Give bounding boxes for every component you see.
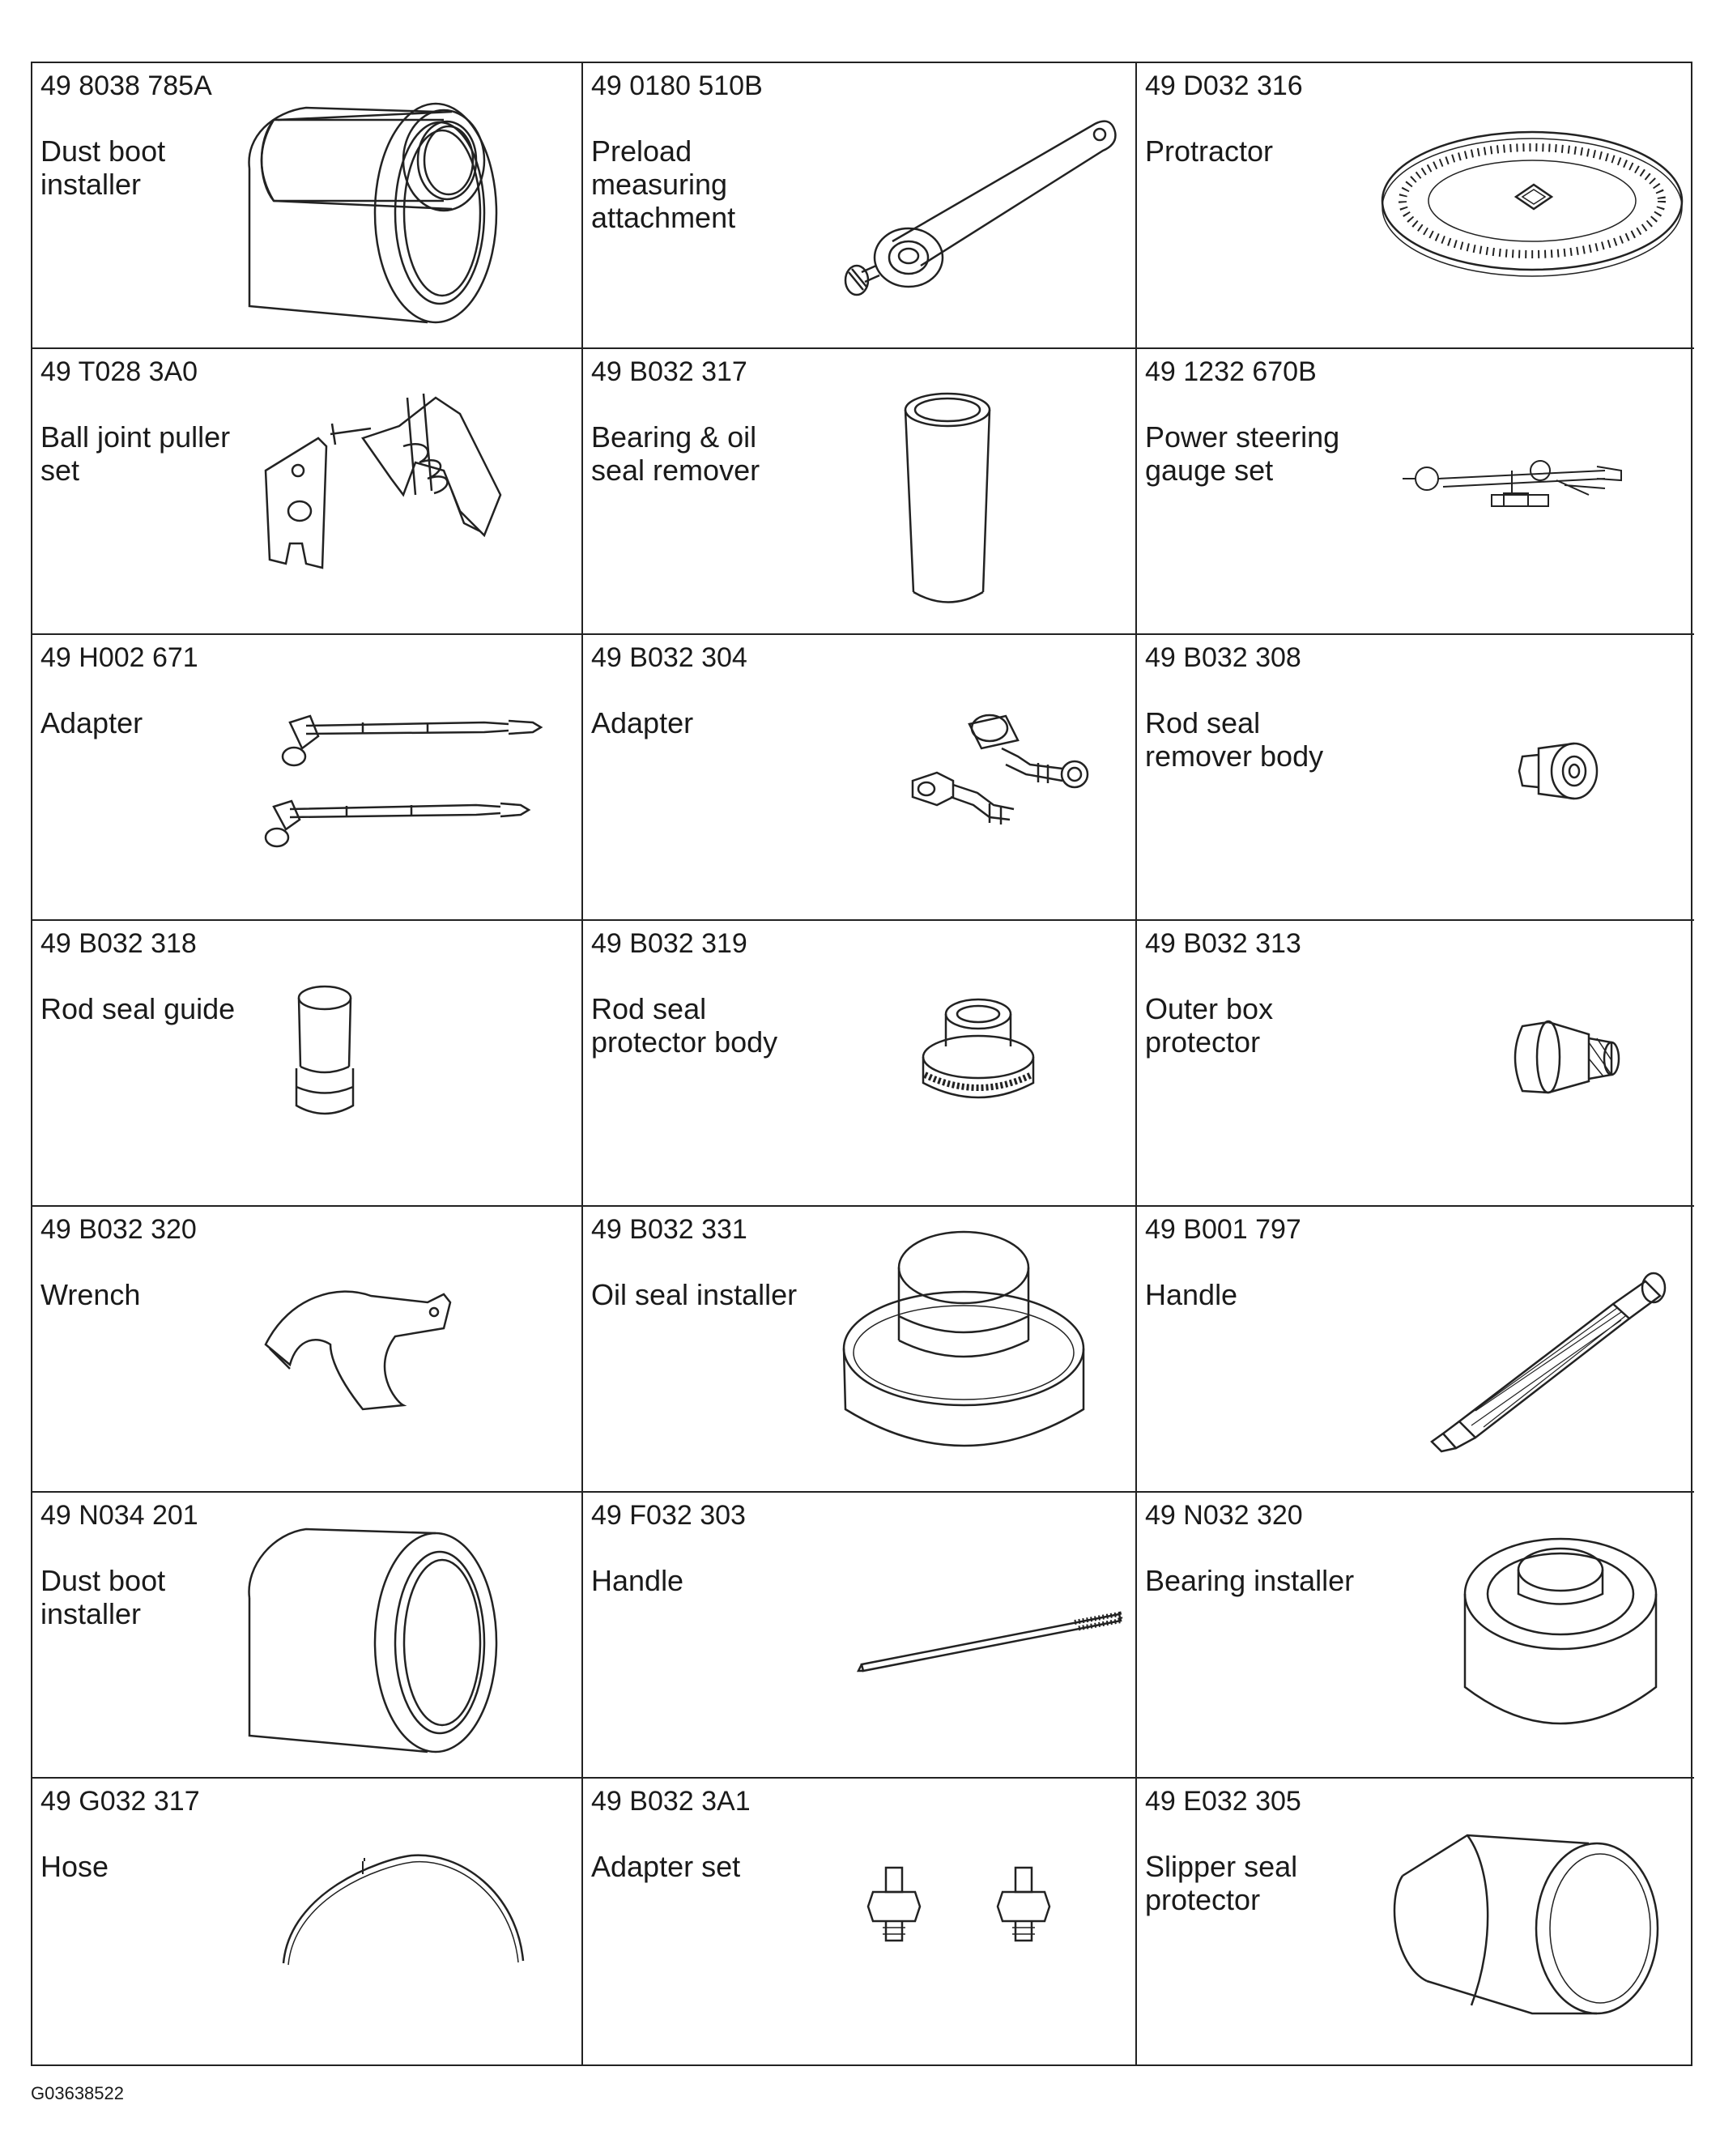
tool-name: Bearing installer bbox=[1145, 1564, 1355, 1597]
tool-cell bbox=[583, 1207, 1137, 1493]
tool-name: Dust boot installer bbox=[40, 134, 166, 201]
tool-part-number: 49 B032 304 bbox=[591, 642, 747, 673]
tool-name: Rod seal remover body bbox=[1145, 706, 1324, 773]
tool-name: Wrench bbox=[40, 1278, 141, 1311]
tool-name: Handle bbox=[1145, 1278, 1238, 1311]
rod-handle-icon bbox=[795, 1493, 1135, 1777]
bearing-oil-seal-remover-icon bbox=[795, 349, 1135, 633]
dust-boot-installer-icon bbox=[241, 63, 581, 347]
rod-seal-guide-icon bbox=[241, 921, 581, 1205]
tool-name: Preload measuring attachment bbox=[591, 134, 736, 234]
tool-cell bbox=[1137, 1207, 1694, 1493]
tool-cell bbox=[1137, 1779, 1694, 2064]
tool-part-number: 49 G032 317 bbox=[40, 1786, 200, 1817]
tool-name: Rod seal protector body bbox=[591, 992, 778, 1059]
tool-name: Ball joint puller set bbox=[40, 420, 231, 487]
tool-part-number: 49 B032 317 bbox=[591, 356, 747, 387]
wrench-icon bbox=[241, 1207, 581, 1491]
oil-seal-installer-icon bbox=[795, 1207, 1135, 1491]
rod-seal-protector-body-icon bbox=[795, 921, 1135, 1205]
tool-cell bbox=[32, 1779, 583, 2064]
tool-cell bbox=[32, 349, 583, 635]
tool-part-number: 49 1232 670B bbox=[1145, 356, 1317, 387]
tool-part-number: 49 B032 313 bbox=[1145, 928, 1301, 959]
tool-cell bbox=[1137, 63, 1694, 349]
tool-cell bbox=[583, 921, 1137, 1207]
tool-cell bbox=[583, 63, 1137, 349]
tool-cell bbox=[1137, 635, 1694, 921]
tool-part-number: 49 B032 318 bbox=[40, 928, 197, 959]
adapter-set-icon bbox=[795, 1779, 1135, 2064]
tool-name: Protractor bbox=[1145, 134, 1274, 168]
special-tools-table bbox=[31, 62, 1692, 2066]
tool-name: Oil seal installer bbox=[591, 1278, 798, 1311]
tool-cell bbox=[32, 921, 583, 1207]
tool-name: Hose bbox=[40, 1850, 109, 1883]
power-steering-gauge-icon bbox=[1354, 349, 1694, 633]
hose-icon bbox=[241, 1779, 581, 2064]
tool-part-number: 49 F032 303 bbox=[591, 1500, 746, 1531]
protractor-icon bbox=[1354, 63, 1694, 347]
outer-box-protector-icon bbox=[1354, 921, 1694, 1205]
tool-cell bbox=[583, 1493, 1137, 1779]
tool-part-number: 49 H002 671 bbox=[40, 642, 198, 673]
tool-name: Rod seal guide bbox=[40, 992, 236, 1025]
hose-adapter-icon bbox=[241, 635, 581, 919]
knurled-handle-icon bbox=[1354, 1207, 1694, 1491]
tool-part-number: 49 8038 785A bbox=[40, 70, 212, 101]
tool-part-number: 49 B032 308 bbox=[1145, 642, 1301, 673]
tool-cell bbox=[1137, 921, 1694, 1207]
tool-part-number: 49 0180 510B bbox=[591, 70, 763, 101]
tool-cell bbox=[32, 1207, 583, 1493]
slipper-seal-protector-icon bbox=[1354, 1779, 1694, 2064]
tool-cell bbox=[32, 63, 583, 349]
ball-joint-puller-icon bbox=[241, 349, 581, 633]
tool-name: Power steering gauge set bbox=[1145, 420, 1340, 487]
tool-part-number: 49 N034 201 bbox=[40, 1500, 198, 1531]
figure-code: G03638522 bbox=[31, 2083, 124, 2103]
rod-seal-remover-body-icon bbox=[1354, 635, 1694, 919]
tool-part-number: 49 N032 320 bbox=[1145, 1500, 1303, 1531]
bearing-installer-icon bbox=[1354, 1493, 1694, 1777]
fitting-adapter-icon bbox=[795, 635, 1135, 919]
tool-cell bbox=[583, 349, 1137, 635]
tool-cell bbox=[1137, 349, 1694, 635]
tool-name: Outer box protector bbox=[1145, 992, 1274, 1059]
tool-part-number: 49 T028 3A0 bbox=[40, 356, 198, 387]
tool-name: Adapter bbox=[591, 706, 694, 739]
tool-part-number: 49 B001 797 bbox=[1145, 1214, 1301, 1245]
tool-cell bbox=[32, 635, 583, 921]
tool-name: Adapter bbox=[40, 706, 143, 739]
tool-cell bbox=[1137, 1493, 1694, 1779]
tool-name: Handle bbox=[591, 1564, 684, 1597]
tool-cell bbox=[583, 635, 1137, 921]
tool-name: Bearing & oil seal remover bbox=[591, 420, 760, 487]
tool-cell bbox=[583, 1779, 1137, 2064]
tool-part-number: 49 B032 319 bbox=[591, 928, 747, 959]
tool-part-number: 49 B032 320 bbox=[40, 1214, 197, 1245]
tool-part-number: 49 D032 316 bbox=[1145, 70, 1303, 101]
preload-measuring-attachment-icon bbox=[795, 63, 1135, 347]
tool-cell bbox=[32, 1493, 583, 1779]
tool-name: Slipper seal protector bbox=[1145, 1850, 1298, 1916]
tool-name: Adapter set bbox=[591, 1850, 741, 1883]
dust-boot-installer-icon bbox=[241, 1493, 581, 1777]
tool-part-number: 49 B032 331 bbox=[591, 1214, 747, 1245]
tool-part-number: 49 B032 3A1 bbox=[591, 1786, 751, 1817]
tool-part-number: 49 E032 305 bbox=[1145, 1786, 1301, 1817]
tool-name: Dust boot installer bbox=[40, 1564, 166, 1630]
